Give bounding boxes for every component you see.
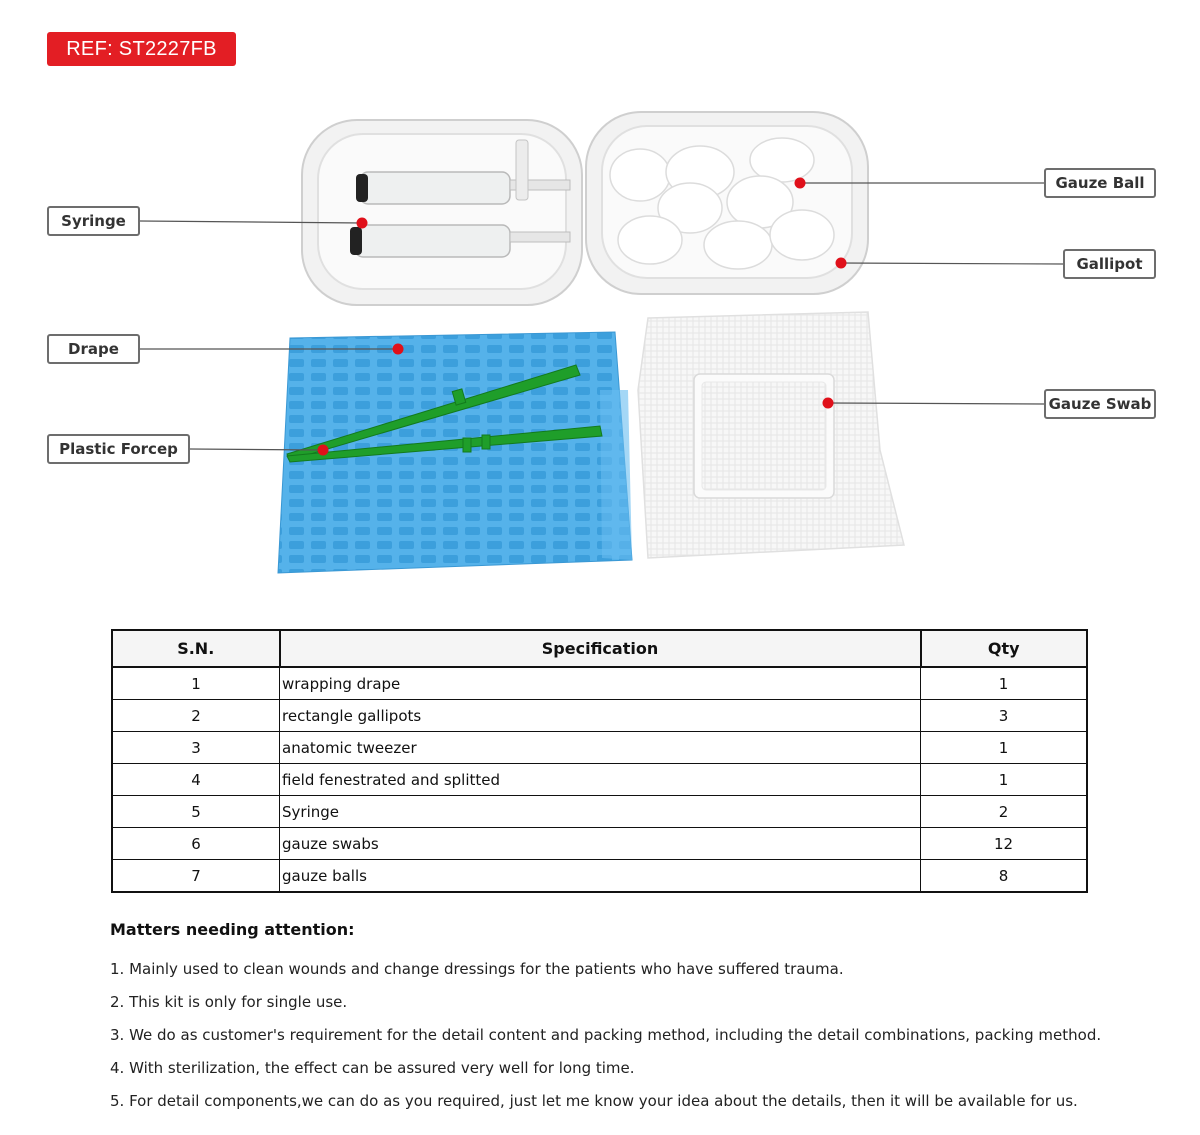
note-item: 3. We do as customer's requirement for the detail content and packing method, including the detail combinations, packing method.	[110, 1026, 1102, 1044]
cell-sn: 1	[112, 667, 280, 700]
cell-qty: 1	[921, 667, 1088, 700]
table-row	[112, 732, 1087, 764]
table-row	[112, 828, 1087, 860]
notes-list	[110, 959, 1150, 1124]
product-photo	[0, 90, 1200, 590]
cell-qty: 1	[921, 764, 1088, 796]
cell-spec: anatomic tweezer	[280, 732, 921, 764]
note-item: 5. For detail components,we can do as you required, just let me know your idea about the details, then it will be available for us.	[110, 1092, 1078, 1110]
table-row	[112, 667, 1087, 700]
cell-qty: 1	[921, 732, 1088, 764]
drape-marker	[393, 344, 404, 355]
cell-spec: gauze balls	[280, 860, 921, 893]
cell-spec: field fenestrated and splitted	[280, 764, 921, 796]
cell-spec: Syringe	[280, 796, 921, 828]
header-specification: Specification	[280, 630, 921, 667]
cell-spec: rectangle gallipots	[280, 700, 921, 732]
gauze-ball-marker	[795, 178, 806, 189]
header-qty: Qty	[921, 630, 1088, 667]
product-figure	[0, 90, 1200, 590]
note-item: 4. With sterilization, the effect can be assured very well for long time.	[110, 1059, 635, 1077]
cell-sn: 4	[112, 764, 280, 796]
cell-spec: gauze swabs	[280, 828, 921, 860]
table-row	[112, 700, 1087, 732]
forcep-marker	[318, 445, 329, 456]
note-item: 2. This kit is only for single use.	[110, 993, 348, 1011]
cell-sn: 2	[112, 700, 280, 732]
note-item: 1. Mainly used to clean wounds and change dressings for the patients who have suffered trauma.	[110, 960, 844, 978]
cell-qty: 8	[921, 860, 1088, 893]
specification-table	[111, 629, 1088, 893]
cell-qty: 2	[921, 796, 1088, 828]
callout-gauze-ball: Gauze Ball	[1044, 168, 1156, 198]
attention-notes	[110, 920, 1150, 1124]
callout-plastic-forcep: Plastic Forcep	[47, 434, 190, 464]
callout-gallipot: Gallipot	[1063, 249, 1156, 279]
table-row	[112, 860, 1087, 893]
callout-gauze-swab: Gauze Swab	[1044, 389, 1156, 419]
cell-sn: 5	[112, 796, 280, 828]
cell-spec: wrapping drape	[280, 667, 921, 700]
header-sn: S.N.	[112, 630, 280, 667]
cell-sn: 3	[112, 732, 280, 764]
cell-sn: 6	[112, 828, 280, 860]
gallipot-tray	[586, 112, 868, 294]
table-header-row	[112, 630, 1087, 667]
gauze-swab-image	[638, 312, 904, 558]
callout-syringe: Syringe	[47, 206, 140, 236]
ref-badge: REF: ST2227FB	[47, 32, 236, 66]
gauze-swab-marker	[823, 398, 834, 409]
callout-drape: Drape	[47, 334, 140, 364]
syringe-marker	[357, 218, 368, 229]
table-row	[112, 796, 1087, 828]
cell-qty: 3	[921, 700, 1088, 732]
table-row	[112, 764, 1087, 796]
syringe-tray	[302, 120, 582, 305]
cell-sn: 7	[112, 860, 280, 893]
gallipot-marker	[836, 258, 847, 269]
notes-title: Matters needing attention:	[110, 920, 355, 939]
cell-qty: 12	[921, 828, 1088, 860]
